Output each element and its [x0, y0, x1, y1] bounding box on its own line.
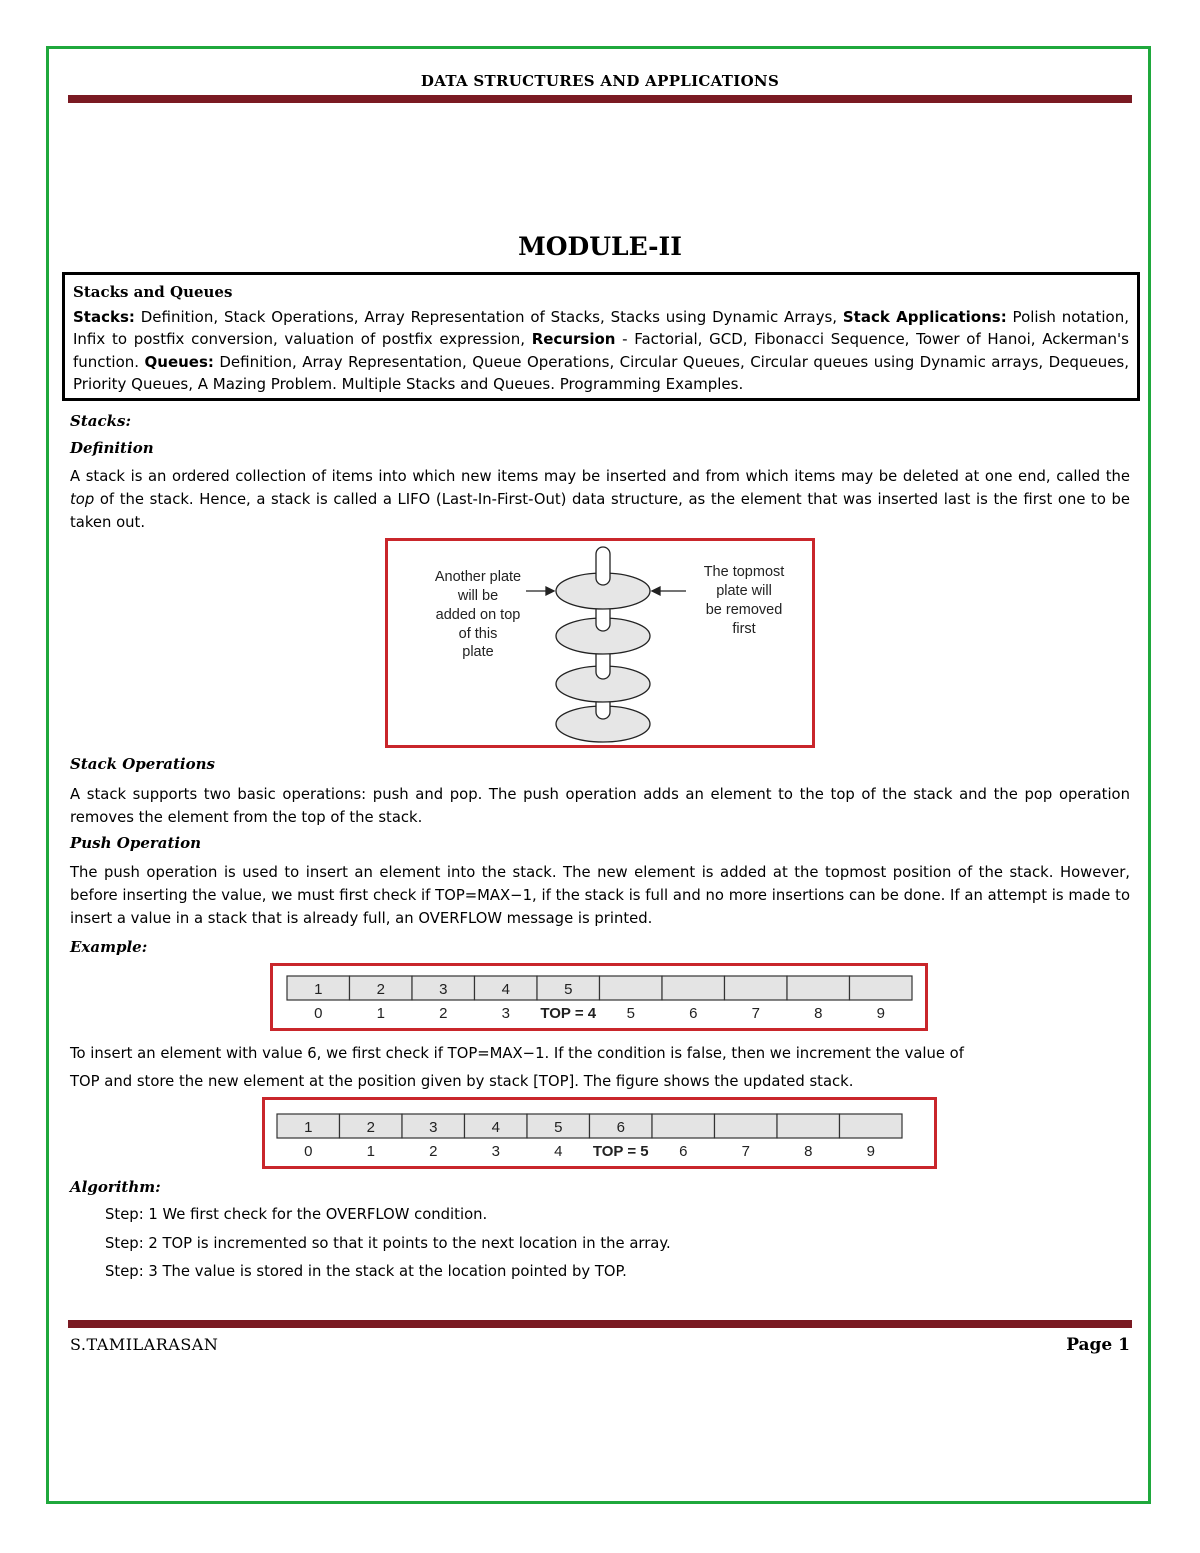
array2-cell-value: 1 — [304, 1119, 313, 1136]
right-label-line-3: be removed — [705, 602, 783, 618]
definition-text-top: top — [70, 491, 95, 508]
plate-stack-diagram — [388, 541, 812, 745]
array2-cell-index: 9 — [866, 1143, 875, 1160]
right-arrow-head — [652, 587, 660, 595]
recursion-text: - Factorial, GCD, Fibonacci Sequence, Tower of Hanoi, Ackerman's function. — [73, 330, 1129, 371]
array1-cell-value: 3 — [439, 981, 448, 998]
page-border — [46, 46, 1151, 1504]
array1-cell-index: 7 — [751, 1005, 760, 1022]
definition-text-2: of the stack. Hence, a stack is called a LIFO (Last-In-First-Out) data structure, as the element that was inserted last is the first one to be taken out. — [70, 491, 1130, 531]
definition-paragraph — [70, 465, 1130, 534]
plate-stack-figure — [385, 538, 815, 748]
stack-operations-paragraph — [70, 783, 1130, 829]
algorithm-step-1: Step: 1 We first check for the OVERFLOW condition. — [105, 1206, 488, 1223]
right-label-line-4: first — [732, 621, 756, 637]
array2-cell-value: 5 — [554, 1119, 563, 1136]
array2-cell-value: 6 — [616, 1119, 625, 1136]
array1-cell-index: TOP = 4 — [540, 1005, 597, 1022]
array2-cell-index: 4 — [554, 1143, 563, 1160]
array1-cell-index: 2 — [439, 1005, 448, 1022]
push-paragraph — [70, 861, 1130, 930]
array1-cell — [662, 976, 725, 1000]
array1-cell-index: 5 — [626, 1005, 635, 1022]
header-rule — [68, 95, 1132, 103]
array1-cell-index: 6 — [689, 1005, 698, 1022]
array1-cell — [725, 976, 788, 1000]
insert-line-1: To insert an element with value 6, we first check if TOP=MAX−1. If the condition is false, then we increment the value of — [70, 1045, 964, 1062]
array2-cell-index: 3 — [491, 1143, 500, 1160]
syllabus-heading: Stacks and Queues — [73, 283, 233, 301]
definition-heading: Definition — [70, 439, 154, 457]
insert-line-2: TOP and store the new element at the position given by stack [TOP]. The figure shows the updated stack. — [70, 1073, 854, 1090]
array1-cell-value: 5 — [564, 981, 573, 998]
array2-cell-index: 0 — [304, 1143, 313, 1160]
queues-label: Queues: — [144, 352, 214, 371]
array2-cell-value: 4 — [491, 1119, 500, 1136]
queues-text: Definition, Array Representation, Queue Operations, Circular Queues, Circular queues using Dynamic arrays, Dequeues, Priority Queues, A Mazing Problem. Multiple Stacks and Queues. Programming Examples. — [73, 352, 1130, 393]
stacks-text: Definition, Stack Operations, Array Representation of Stacks, Stacks using Dynamic Arrays, — [134, 307, 843, 326]
footer-page: Page 1 — [1066, 1335, 1130, 1355]
module-title: MODULE-II — [518, 232, 682, 261]
stacks-heading: Stacks: — [70, 412, 131, 430]
array2-cell-index: 1 — [366, 1143, 375, 1160]
array2-cell-value: 3 — [429, 1119, 438, 1136]
definition-text-1: A stack is an ordered collection of items into which new items may be inserted and from which items may be deleted at one end, called the — [70, 468, 1130, 485]
array1-cell-value: 1 — [314, 981, 323, 998]
push-text: The push operation is used to insert an element into the stack. The new element is added at the topmost position of the stack. However, before inserting the value, we must first check if TOP=MAX−1, if the stack is full and no more insertions can be done. If an attempt is made to insert a value in a stack that is already full, an OVERFLOW message is printed. — [70, 864, 1130, 927]
stack-operations-heading: Stack Operations — [70, 755, 215, 773]
recursion-label: Recursion — [531, 330, 616, 348]
right-label-line-2: plate will — [716, 583, 772, 599]
array-figure-1 — [270, 963, 928, 1031]
footer-author: S.TAMILARASAN — [70, 1335, 219, 1354]
array1-cell-value: 2 — [376, 981, 385, 998]
array2-cell — [840, 1114, 903, 1138]
array1-cell-value: 4 — [501, 981, 510, 998]
left-label-line-2: will be — [457, 588, 499, 604]
left-label-line-3: added on top — [435, 607, 521, 623]
stack-apps-label: Stack Applications: — [842, 307, 1007, 326]
algorithm-step-3: Step: 3 The value is stored in the stack at the location pointed by TOP. — [105, 1263, 627, 1280]
array1-cell — [600, 976, 663, 1000]
stack-operations-text: A stack supports two basic operations: push and pop. The push operation adds an element to the top of the stack and the pop operation removes the element from the top of the stack. — [70, 786, 1130, 826]
footer-rule — [68, 1320, 1132, 1328]
syllabus-box — [62, 272, 1140, 401]
stacks-label: Stacks: — [73, 307, 135, 326]
array2-cell-index: 8 — [804, 1143, 813, 1160]
push-heading: Push Operation — [70, 834, 202, 852]
array1-cell-index: 8 — [814, 1005, 823, 1022]
right-label-line-1: The topmost — [703, 564, 785, 580]
array2-cell-index: 6 — [679, 1143, 688, 1160]
example-heading: Example: — [70, 938, 148, 956]
array1-cell — [787, 976, 850, 1000]
array2-cell-value: 2 — [366, 1119, 375, 1136]
array2-cell — [715, 1114, 778, 1138]
array1-cell-index: 3 — [501, 1005, 510, 1022]
array2-cell-index: TOP = 5 — [592, 1143, 649, 1160]
array2-cell — [652, 1114, 715, 1138]
left-label-line-4: of this — [458, 626, 498, 642]
array1-cell-index: 9 — [876, 1005, 885, 1022]
array1-cell-index: 0 — [314, 1005, 323, 1022]
algorithm-step-2: Step: 2 TOP is incremented so that it points to the next location in the array. — [105, 1235, 671, 1252]
peg-1 — [596, 547, 610, 585]
syllabus-text — [73, 306, 1129, 396]
left-arrow-head — [546, 587, 554, 595]
left-label-line-5: plate — [462, 644, 494, 660]
array2-cell — [777, 1114, 840, 1138]
left-label-line-1: Another plate — [434, 569, 522, 585]
algorithm-heading: Algorithm: — [70, 1178, 161, 1196]
header-title: DATA STRUCTURES AND APPLICATIONS — [420, 72, 780, 90]
array2-cell-index: 7 — [741, 1143, 750, 1160]
stack-apps-text: Polish notation, Infix to postfix conversion, valuation of postfix expression, — [73, 307, 1129, 348]
array-figure-2 — [262, 1097, 937, 1169]
array2-cell-index: 2 — [429, 1143, 438, 1160]
array-diagram-1 — [273, 966, 925, 1028]
array1-cell-index: 1 — [376, 1005, 385, 1022]
array1-cell — [850, 976, 913, 1000]
array-diagram-2 — [265, 1100, 934, 1166]
